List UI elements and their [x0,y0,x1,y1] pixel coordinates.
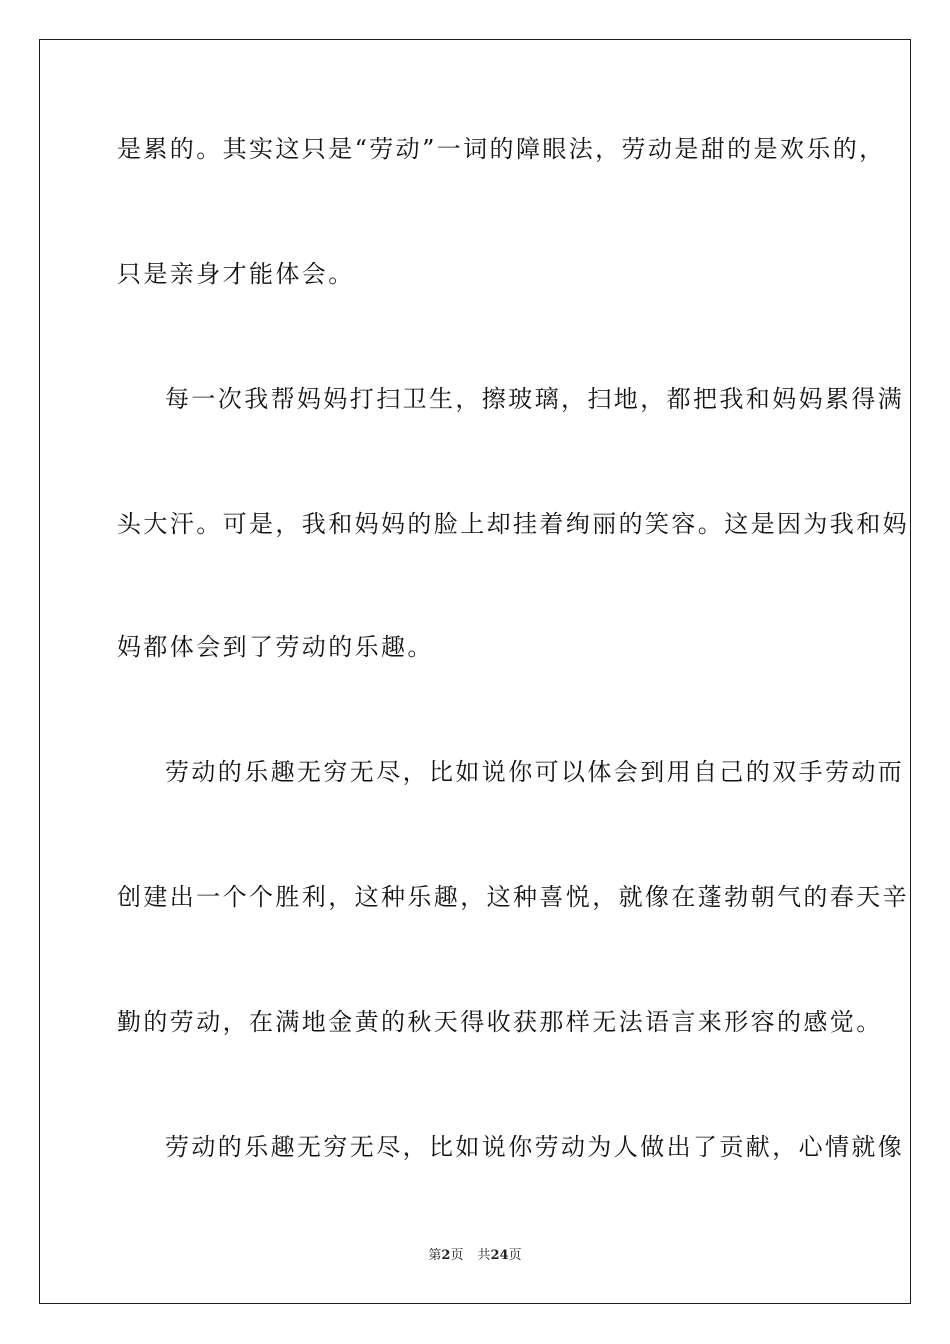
total-label-prefix: 共 [477,1248,491,1263]
page-label-prefix: 第 [428,1248,442,1263]
text-line-8: 勤的劳动，在满地金黄的秋天得收获那样无法语言来形容的感觉。 [117,1008,883,1036]
text-line-4: 头大汗。可是，我和妈妈的脸上却挂着绚丽的笑容。这是因为我和妈 [117,510,909,538]
text-line-1: 是累的。其实这只是“劳动”一词的障眼法，劳动是甜的是欢乐的， [117,135,886,163]
text-line-2: 只是亲身才能体会。 [117,260,355,288]
page-footer [0,1247,950,1265]
text-line-3: 每一次我帮妈妈打扫卫生，擦玻璃，扫地，都把我和妈妈累得满 [165,385,905,413]
text-line-5: 妈都体会到了劳动的乐趣。 [117,633,434,661]
total-pages: 24 [490,1248,509,1263]
page-label-suffix: 页 [450,1248,464,1263]
total-label-suffix: 页 [508,1248,522,1263]
text-line-7: 创建出一个个胜利，这种乐趣，这种喜悦，就像在蓬勃朝气的春天辛 [117,883,909,911]
text-line-9: 劳动的乐趣无穷无尽，比如说你劳动为人做出了贡献，心情就像 [165,1133,905,1161]
page-number: 2 [441,1248,451,1263]
text-line-6: 劳动的乐趣无穷无尽，比如说你可以体会到用自己的双手劳动而 [165,758,905,786]
page-border [39,39,911,1304]
